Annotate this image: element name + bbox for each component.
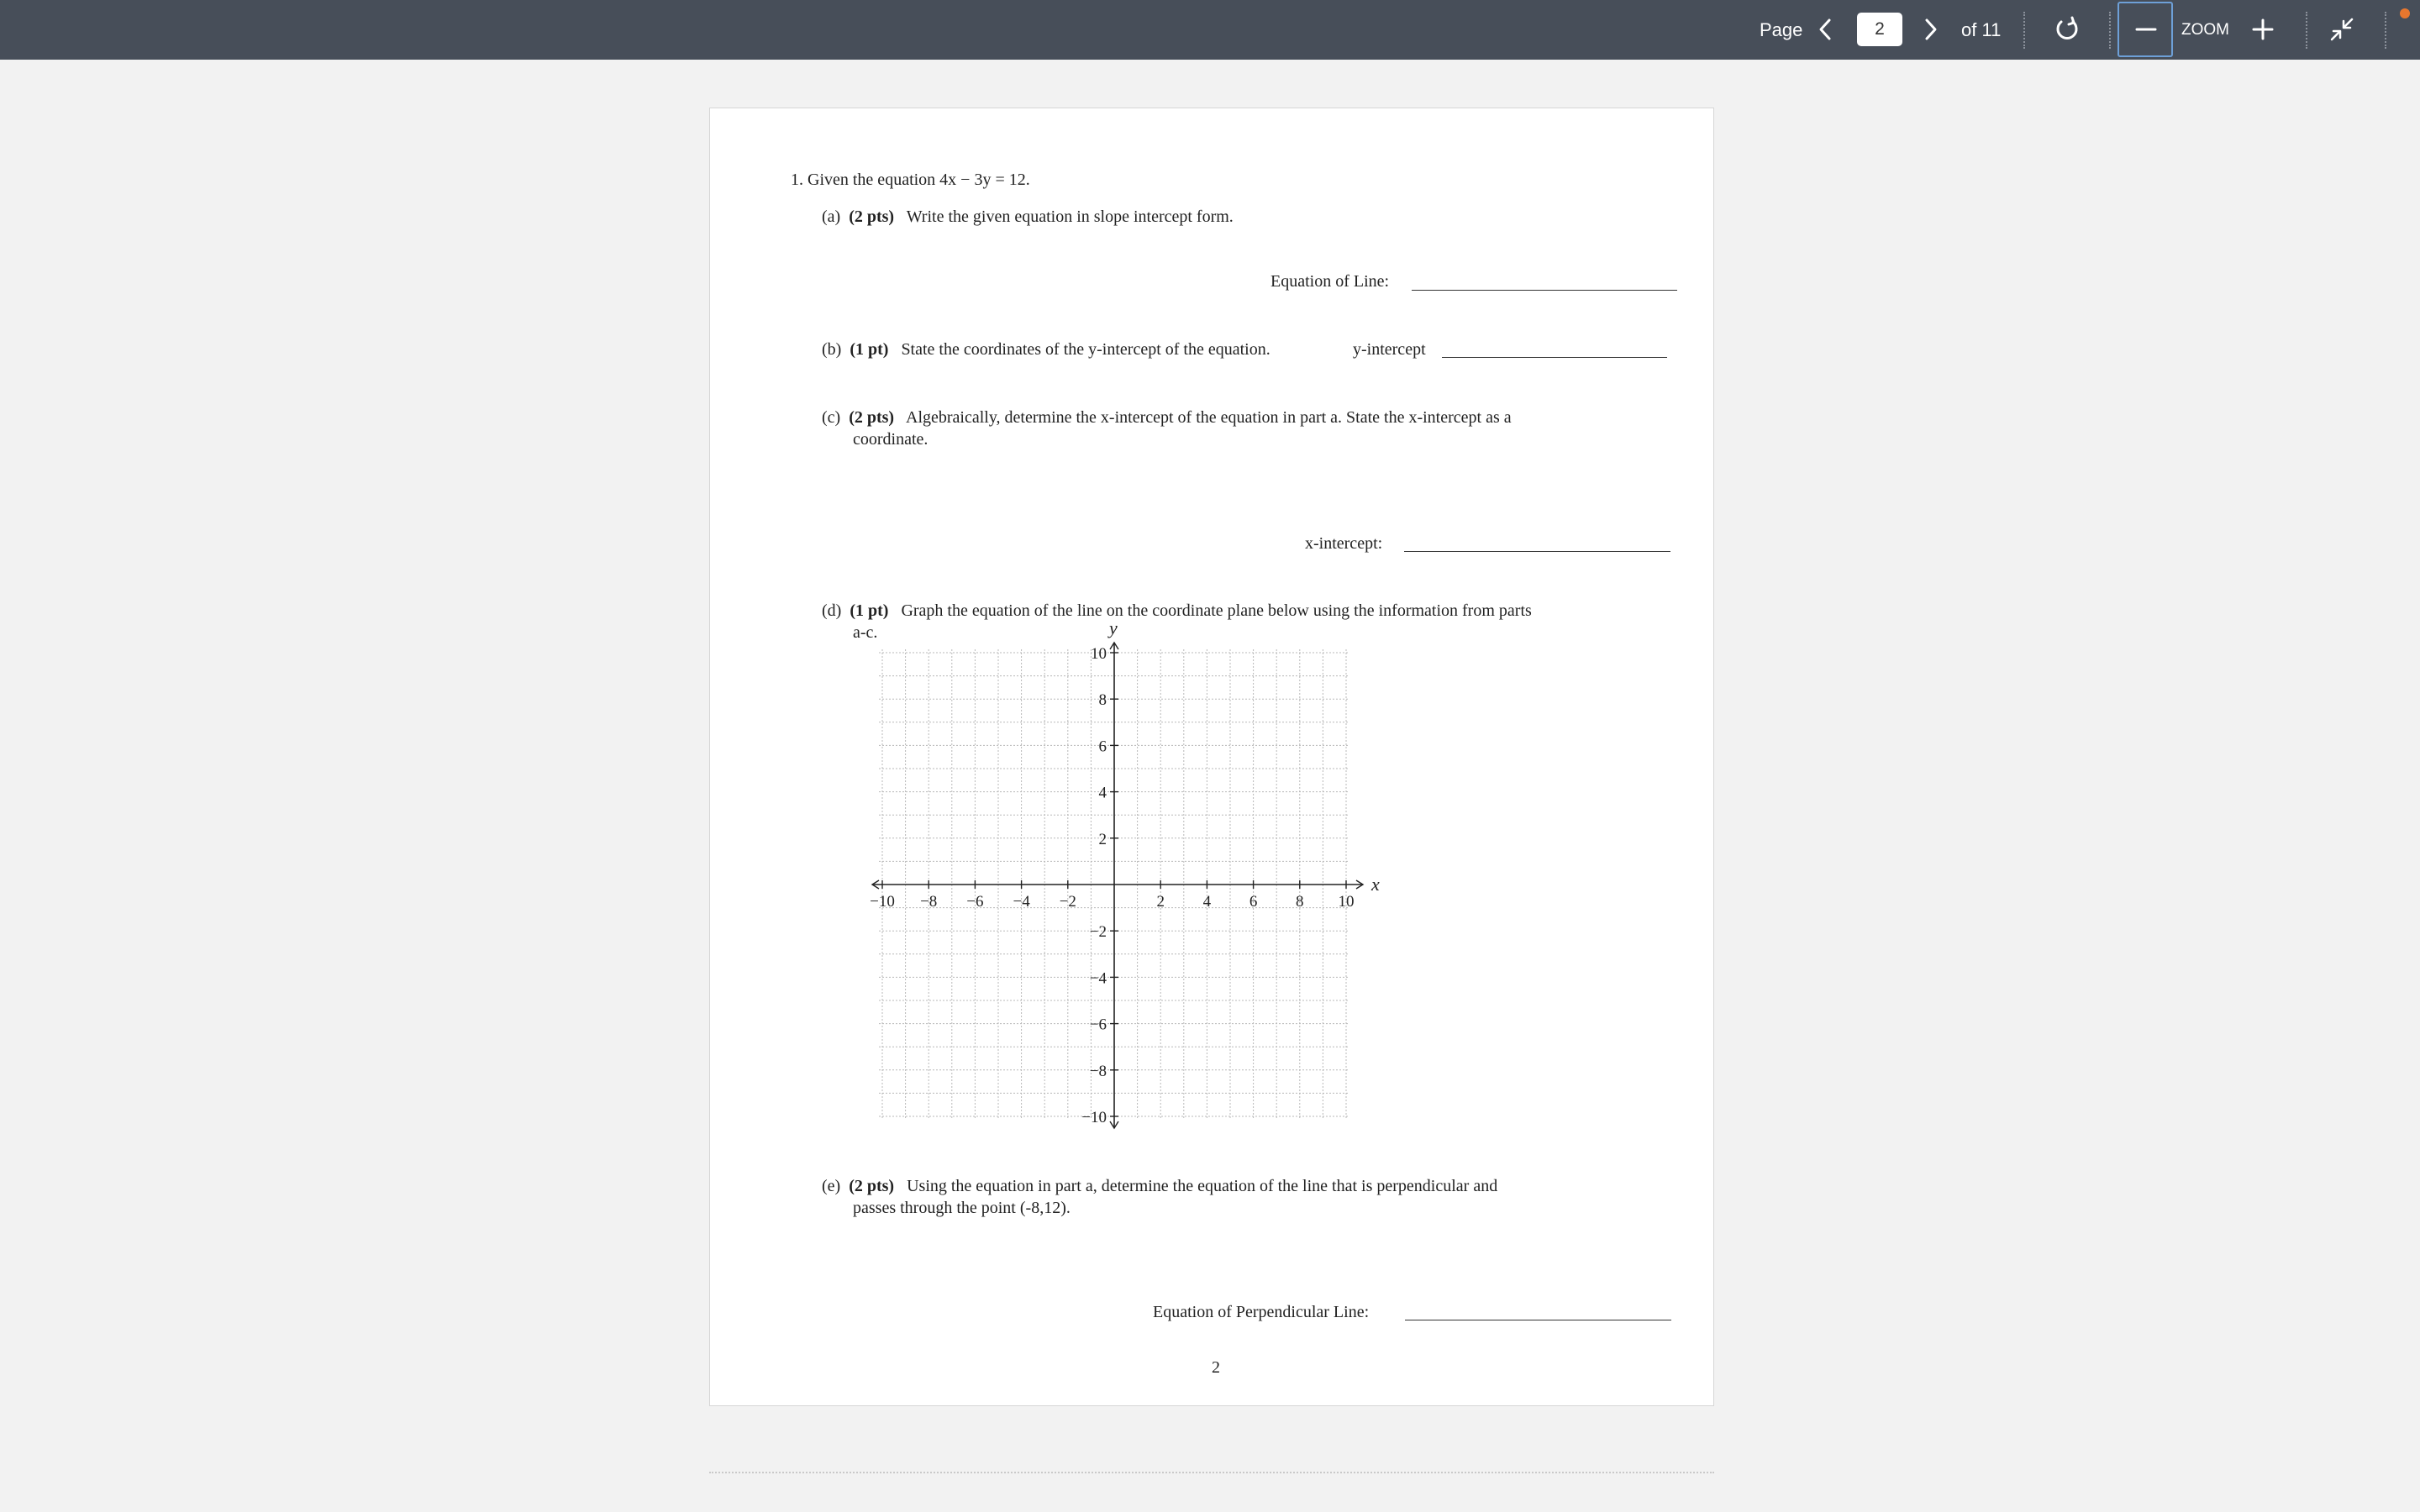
points-label: (1 pt) (850, 601, 889, 620)
equation-of-line-answer-line[interactable] (1412, 290, 1677, 291)
toolbar-separator (2385, 12, 2386, 49)
y-axis-label: y (1109, 617, 1118, 638)
document-page (709, 108, 1714, 1406)
points-label: (2 pts) (849, 408, 895, 427)
rotate-icon (2054, 16, 2081, 43)
x-intercept-label: x-intercept: (1305, 534, 1383, 553)
toolbar-separator (2109, 12, 2111, 49)
part-letter: (c) (822, 408, 841, 427)
next-page-edge (709, 1472, 1714, 1473)
part-letter: (d) (822, 601, 842, 620)
chevron-left-icon (1817, 18, 1835, 41)
viewer-toolbar (0, 0, 2420, 60)
y-tick-label: −8 (1089, 1062, 1107, 1080)
plus-icon (2252, 18, 2274, 40)
zoom-label: ZOOM (2181, 21, 2229, 39)
x-axis-label: x (1371, 874, 1380, 895)
points-label: (2 pts) (849, 1177, 895, 1195)
collapse-icon (2329, 17, 2354, 42)
y-intercept-label: y-intercept (1353, 340, 1426, 359)
y-tick-label: 4 (1098, 784, 1107, 802)
part-letter: (a) (822, 207, 841, 226)
part-text: Using the equation in part a, determine the equation of the line that is perpendicular and (907, 1177, 1498, 1195)
question-1-stem: 1. Given the equation 4x − 3y = 12. (791, 171, 1030, 189)
part-text: State the coordinates of the y-intercept of the equation. (901, 340, 1270, 359)
page-number: 2 (1212, 1358, 1220, 1377)
y-tick-label: −10 (1081, 1109, 1107, 1126)
part-d-prompt (822, 600, 1667, 622)
part-text: Write the given equation in slope intercept form. (906, 207, 1234, 226)
part-d-prompt-line2: a-c. (853, 623, 878, 642)
zoom-out-button[interactable] (2118, 2, 2173, 57)
x-intercept-answer-line[interactable] (1404, 551, 1670, 552)
equation-of-line-label: Equation of Line: (1270, 272, 1390, 291)
points-label: (1 pt) (850, 340, 889, 359)
y-intercept-answer-line[interactable] (1442, 357, 1667, 358)
part-letter: (e) (822, 1177, 841, 1195)
y-tick-label: 10 (1091, 645, 1107, 663)
toolbar-separator (2306, 12, 2307, 49)
x-tick-label: −10 (870, 893, 895, 911)
coordinate-plane[interactable] (870, 617, 1542, 1164)
x-tick-label: 6 (1249, 893, 1258, 911)
part-c-prompt (822, 407, 1667, 428)
y-tick-label: −2 (1089, 923, 1107, 942)
part-text: Graph the equation of the line on the coordinate plane below using the information from parts (901, 601, 1532, 620)
points-label: (2 pts) (849, 207, 895, 226)
part-e-prompt (822, 1175, 1667, 1197)
x-tick-label: 8 (1296, 893, 1304, 911)
y-tick-label: −4 (1089, 969, 1107, 988)
toolbar-separator (2023, 12, 2025, 49)
axes (872, 643, 1363, 1128)
next-page-button[interactable] (1909, 8, 1951, 50)
x-tick-label: 4 (1202, 893, 1212, 911)
part-b-prompt (822, 339, 1270, 360)
x-tick-label: −4 (1013, 893, 1030, 911)
x-tick-label: −6 (966, 893, 984, 911)
page-label: Page (1760, 19, 1803, 40)
tick-labels (870, 617, 1380, 1126)
part-c-prompt-line2: coordinate. (853, 430, 929, 449)
rotate-button[interactable] (2046, 8, 2088, 50)
y-tick-label: −6 (1089, 1016, 1107, 1034)
page-count-label: of 11 (1961, 19, 2002, 40)
zoom-in-button[interactable] (2242, 8, 2284, 50)
part-letter: (b) (822, 340, 842, 359)
x-tick-label: 2 (1156, 893, 1165, 911)
part-a-prompt (822, 206, 1234, 228)
part-text: Algebraically, determine the x-intercept of the equation in part a. State the x-intercept as a (906, 408, 1512, 427)
minus-icon (2136, 28, 2156, 31)
notification-dot (2400, 8, 2410, 18)
y-tick-label: 2 (1098, 830, 1107, 848)
y-tick-label: 6 (1098, 738, 1107, 756)
y-tick-label: 8 (1098, 691, 1107, 710)
page-number-input[interactable] (1857, 13, 1902, 46)
chevron-right-icon (1921, 18, 1939, 41)
part-e-prompt-line2: passes through the point (-8,12). (853, 1199, 1071, 1217)
x-tick-label: 10 (1338, 893, 1355, 911)
previous-page-button[interactable] (1805, 8, 1847, 50)
exit-fullscreen-button[interactable] (2321, 8, 2363, 50)
perpendicular-line-label: Equation of Perpendicular Line: (1153, 1303, 1370, 1321)
x-tick-label: −2 (1059, 893, 1076, 911)
x-tick-label: −8 (920, 893, 938, 911)
